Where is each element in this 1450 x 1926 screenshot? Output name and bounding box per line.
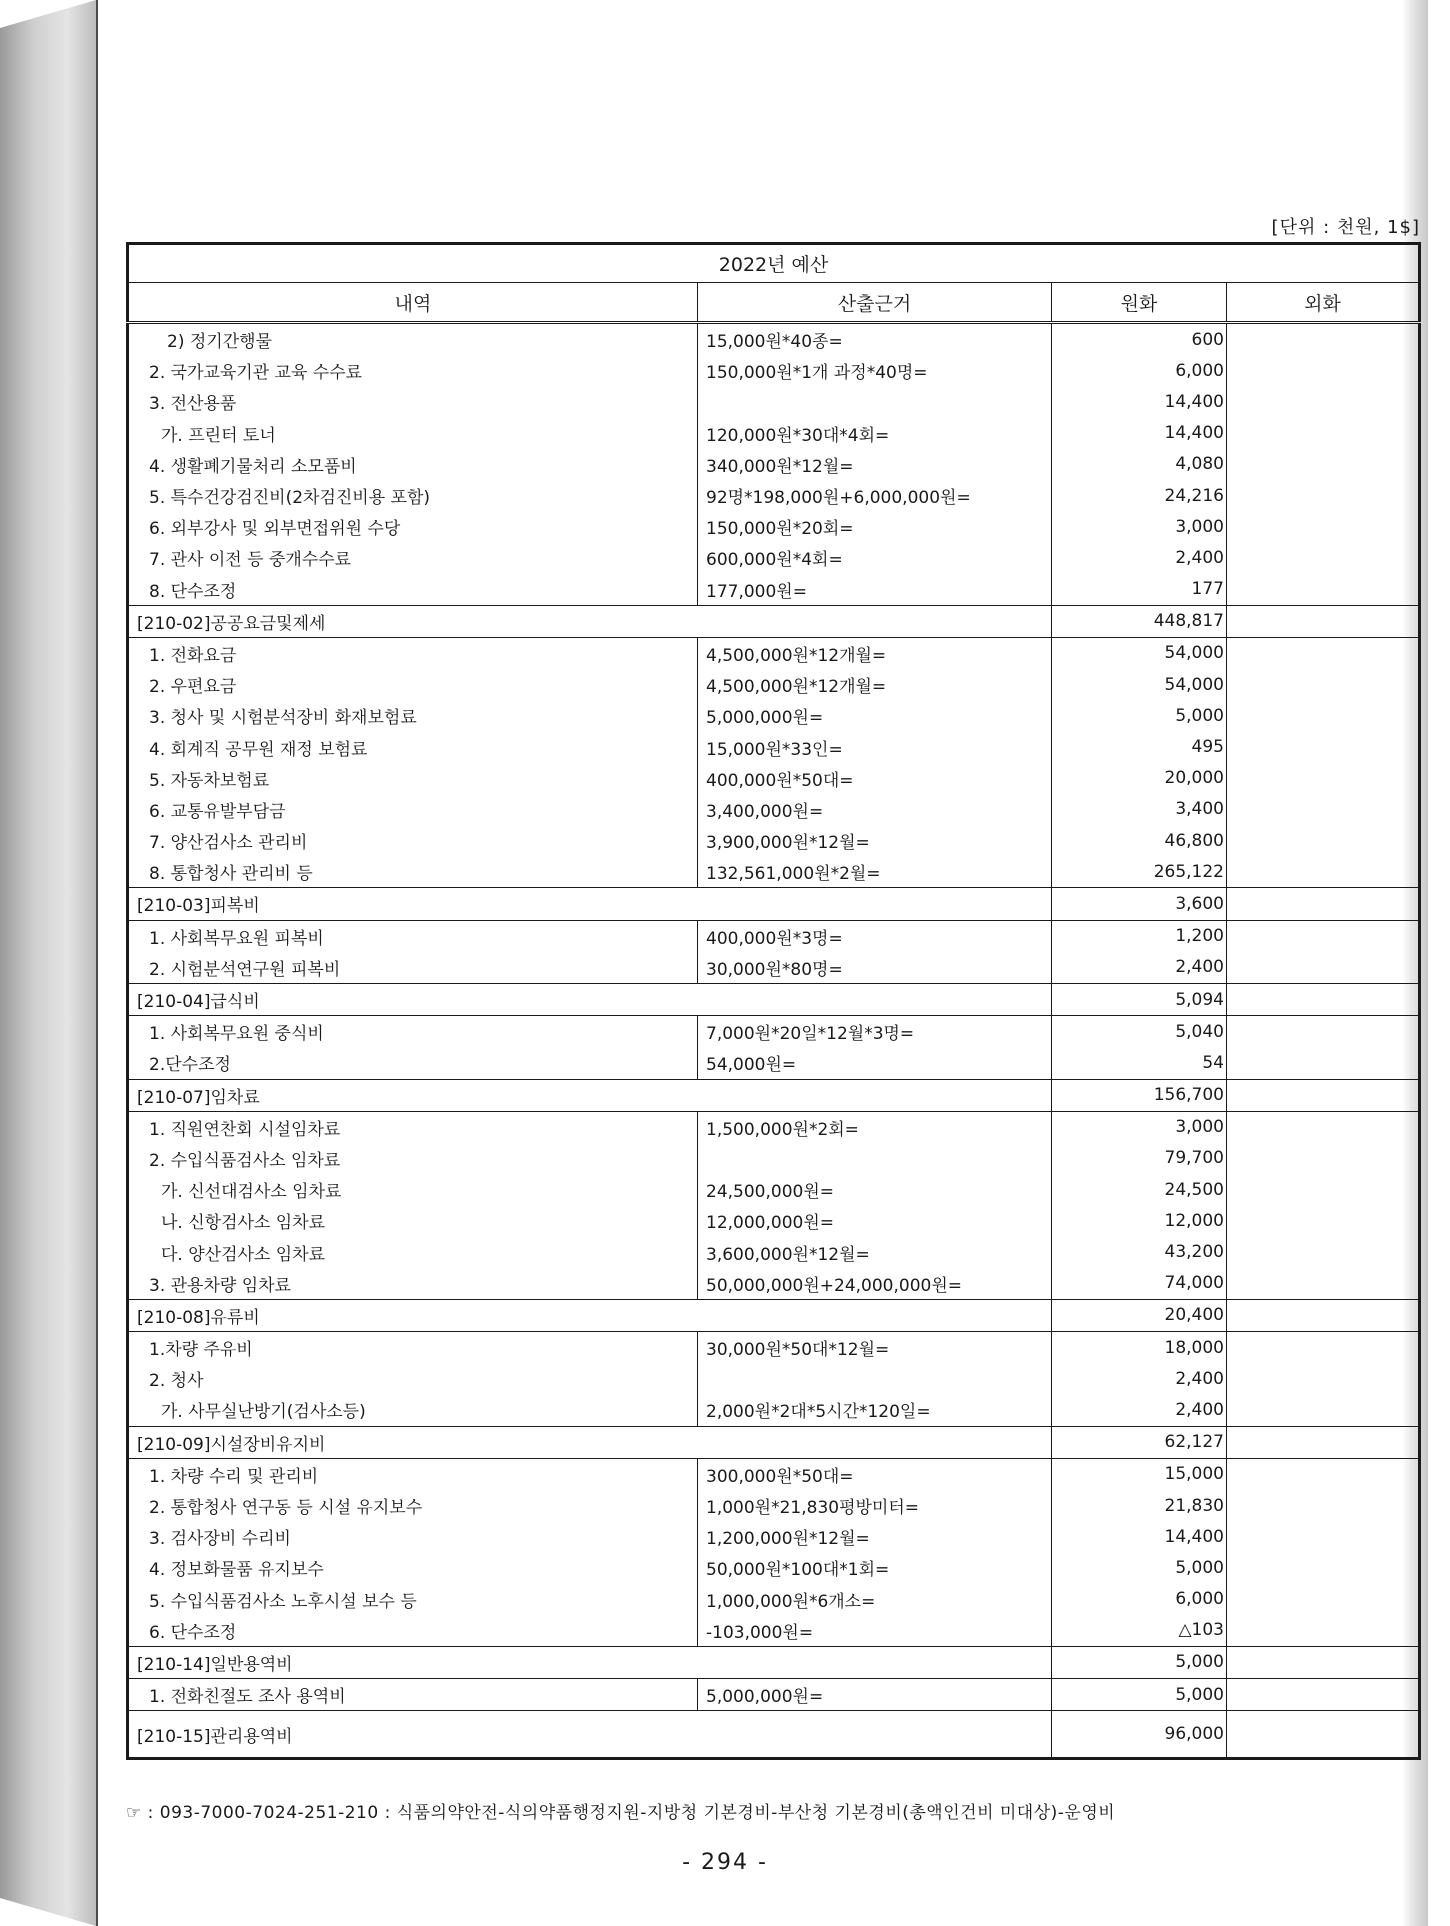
row-description: 1. 사회복무요원 중식비: [128, 1016, 698, 1048]
row-description: 가. 사무실난방기(검사소등): [128, 1394, 698, 1426]
row-basis: 400,000원*50대=: [698, 763, 1052, 794]
table-row: [128, 669, 1420, 700]
row-foreign: [1227, 1490, 1420, 1521]
table-row: [128, 511, 1420, 542]
row-basis: 50,000,000원+24,000,000원=: [698, 1268, 1052, 1300]
table-row: [128, 1552, 1420, 1583]
row-basis: 3,600,000원*12월=: [698, 1236, 1052, 1267]
section-krw: 156,700: [1052, 1079, 1227, 1111]
book-edge: [0, 0, 96, 1926]
row-description: 7. 관사 이전 등 중개수수료: [128, 542, 698, 573]
row-krw: 5,040: [1052, 1016, 1227, 1048]
header-krw: 원화: [1052, 283, 1227, 323]
row-basis: 120,000원*30대*4회=: [698, 418, 1052, 449]
row-foreign: [1227, 386, 1420, 417]
row-foreign: [1227, 731, 1420, 762]
row-foreign: [1227, 418, 1420, 449]
row-description: 5. 자동차보험료: [128, 763, 698, 794]
row-foreign: [1227, 1363, 1420, 1394]
header-foreign: 외화: [1227, 283, 1420, 323]
row-krw: △103: [1052, 1615, 1227, 1647]
row-basis: 1,500,000원*2회=: [698, 1111, 1052, 1143]
row-krw: 2,400: [1052, 1394, 1227, 1426]
table-row: [128, 1521, 1420, 1552]
row-description: 2. 통합청사 연구동 등 시설 유지보수: [128, 1490, 698, 1521]
row-krw: 14,400: [1052, 418, 1227, 449]
section-row: [128, 1711, 1420, 1759]
section-row: [128, 605, 1420, 637]
table-title: 2022년 예산: [128, 244, 1420, 283]
section-row: [128, 1426, 1420, 1458]
row-foreign: [1227, 1047, 1420, 1079]
section-row: [128, 888, 1420, 920]
section-label: [210-04]급식비: [128, 983, 1052, 1015]
row-foreign: [1227, 1521, 1420, 1552]
row-krw: 24,216: [1052, 480, 1227, 511]
section-foreign: [1227, 1646, 1420, 1678]
header-basis: 산출근거: [698, 283, 1052, 323]
row-basis: 177,000원=: [698, 574, 1052, 606]
table-row: [128, 1111, 1420, 1143]
section-krw: 62,127: [1052, 1426, 1227, 1458]
row-foreign: [1227, 449, 1420, 480]
section-foreign: [1227, 1079, 1420, 1111]
table-row: [128, 1490, 1420, 1521]
table-row: [128, 1394, 1420, 1426]
table-row: [128, 794, 1420, 825]
table-row: [128, 323, 1420, 356]
row-foreign: [1227, 574, 1420, 606]
row-description: 1. 직원연찬회 시설임차료: [128, 1111, 698, 1143]
row-basis: 3,900,000원*12월=: [698, 825, 1052, 856]
row-krw: 12,000: [1052, 1205, 1227, 1236]
table-row: [128, 1679, 1420, 1711]
section-label: [210-03]피복비: [128, 888, 1052, 920]
row-krw: 79,700: [1052, 1143, 1227, 1174]
row-foreign: [1227, 763, 1420, 794]
table-row: [128, 856, 1420, 888]
row-foreign: [1227, 794, 1420, 825]
row-basis: 5,000,000원=: [698, 1679, 1052, 1711]
row-foreign: [1227, 1174, 1420, 1205]
row-basis: 7,000원*20일*12월*3명=: [698, 1016, 1052, 1048]
table-row: [128, 542, 1420, 573]
row-krw: 2,400: [1052, 1363, 1227, 1394]
row-foreign: [1227, 920, 1420, 952]
row-description: 4. 정보화물품 유지보수: [128, 1552, 698, 1583]
table-body: [128, 323, 1420, 1759]
section-krw: 448,817: [1052, 605, 1227, 637]
table-row: [128, 763, 1420, 794]
row-krw: 54,000: [1052, 637, 1227, 669]
table-row: [128, 920, 1420, 952]
row-basis: 50,000원*100대*1회=: [698, 1552, 1052, 1583]
row-description: 나. 신항검사소 임차료: [128, 1205, 698, 1236]
row-krw: 74,000: [1052, 1268, 1227, 1300]
row-foreign: [1227, 952, 1420, 984]
section-krw: 20,400: [1052, 1299, 1227, 1331]
row-basis: 24,500,000원=: [698, 1174, 1052, 1205]
row-description: 3. 전산용품: [128, 386, 698, 417]
table-row: [128, 449, 1420, 480]
row-foreign: [1227, 323, 1420, 356]
section-foreign: [1227, 1299, 1420, 1331]
row-description: 2. 청사: [128, 1363, 698, 1394]
row-basis: 15,000원*33인=: [698, 731, 1052, 762]
row-description: 7. 양산검사소 관리비: [128, 825, 698, 856]
table-row: [128, 574, 1420, 606]
row-description: 2. 수입식품검사소 임차료: [128, 1143, 698, 1174]
row-basis: 1,200,000원*12월=: [698, 1521, 1052, 1552]
table-row: [128, 1332, 1420, 1364]
row-description: 6. 단수조정: [128, 1615, 698, 1647]
table-row: [128, 1363, 1420, 1394]
table-row: [128, 700, 1420, 731]
row-foreign: [1227, 1394, 1420, 1426]
section-label: [210-15]관리용역비: [128, 1711, 1052, 1759]
row-krw: 2,400: [1052, 542, 1227, 573]
row-basis: 5,000,000원=: [698, 700, 1052, 731]
row-description: 8. 통합청사 관리비 등: [128, 856, 698, 888]
table-row: [128, 637, 1420, 669]
table-row: [128, 1143, 1420, 1174]
row-description: 3. 검사장비 수리비: [128, 1521, 698, 1552]
row-krw: 15,000: [1052, 1458, 1227, 1490]
row-foreign: [1227, 480, 1420, 511]
table-row: [128, 1236, 1420, 1267]
section-label: [210-09]시설장비유지비: [128, 1426, 1052, 1458]
row-basis: 2,000원*2대*5시간*120일=: [698, 1394, 1052, 1426]
row-foreign: [1227, 1268, 1420, 1300]
row-description: 2. 시험분석연구원 피복비: [128, 952, 698, 984]
row-krw: 4,080: [1052, 449, 1227, 480]
row-foreign: [1227, 1458, 1420, 1490]
section-foreign: [1227, 983, 1420, 1015]
row-description: 2.단수조정: [128, 1047, 698, 1079]
row-description: 1. 전화요금: [128, 637, 698, 669]
row-description: 5. 수입식품검사소 노후시설 보수 등: [128, 1584, 698, 1615]
row-basis: 150,000원*1개 과정*40명=: [698, 355, 1052, 386]
row-basis: 4,500,000원*12개월=: [698, 669, 1052, 700]
row-foreign: [1227, 1143, 1420, 1174]
section-krw: 5,094: [1052, 983, 1227, 1015]
row-description: 2. 국가교육기관 교육 수수료: [128, 355, 698, 386]
row-basis: 30,000원*50대*12월=: [698, 1332, 1052, 1364]
table-row: [128, 1458, 1420, 1490]
row-krw: 495: [1052, 731, 1227, 762]
table-row: [128, 386, 1420, 417]
footnote: ☞ : 093-7000-7024-251-210 : 식품의약안전-식의약품행정지원-지방청 기본경비-부산청 기본경비(총액인건비 미대상)-운영비: [126, 1803, 1116, 1823]
row-krw: 6,000: [1052, 355, 1227, 386]
row-foreign: [1227, 1205, 1420, 1236]
row-foreign: [1227, 1016, 1420, 1048]
row-krw: 54,000: [1052, 669, 1227, 700]
row-foreign: [1227, 825, 1420, 856]
table-row: [128, 1174, 1420, 1205]
table-row: [128, 1205, 1420, 1236]
row-description: 4. 회계직 공무원 재정 보험료: [128, 731, 698, 762]
table-row: [128, 825, 1420, 856]
row-foreign: [1227, 1615, 1420, 1647]
row-krw: 14,400: [1052, 386, 1227, 417]
row-krw: 21,830: [1052, 1490, 1227, 1521]
row-krw: 5,000: [1052, 1679, 1227, 1711]
table-row: [128, 1268, 1420, 1300]
section-foreign: [1227, 1426, 1420, 1458]
row-description: 4. 생활폐기물처리 소모품비: [128, 449, 698, 480]
row-description: 가. 신선대검사소 임차료: [128, 1174, 698, 1205]
row-foreign: [1227, 511, 1420, 542]
row-basis: [698, 1363, 1052, 1394]
section-foreign: [1227, 605, 1420, 637]
row-basis: 1,000원*21,830평방미터=: [698, 1490, 1052, 1521]
row-foreign: [1227, 1332, 1420, 1364]
section-krw: 3,600: [1052, 888, 1227, 920]
section-row: [128, 1646, 1420, 1678]
row-krw: 177: [1052, 574, 1227, 606]
section-label: [210-14]일반용역비: [128, 1646, 1052, 1678]
header-description: 내역: [128, 283, 698, 323]
row-basis: 400,000원*3명=: [698, 920, 1052, 952]
row-krw: 46,800: [1052, 825, 1227, 856]
row-foreign: [1227, 1679, 1420, 1711]
section-krw: 5,000: [1052, 1646, 1227, 1678]
row-description: 5. 특수건강검진비(2차검진비용 포함): [128, 480, 698, 511]
row-foreign: [1227, 637, 1420, 669]
row-krw: 6,000: [1052, 1584, 1227, 1615]
row-foreign: [1227, 856, 1420, 888]
row-basis: 3,400,000원=: [698, 794, 1052, 825]
page-number: - 294 -: [682, 1850, 768, 1875]
row-description: 1.차량 주유비: [128, 1332, 698, 1364]
row-foreign: [1227, 700, 1420, 731]
row-krw: 14,400: [1052, 1521, 1227, 1552]
section-foreign: [1227, 1711, 1420, 1759]
table-row: [128, 480, 1420, 511]
row-foreign: [1227, 1584, 1420, 1615]
section-krw: 96,000: [1052, 1711, 1227, 1759]
table-row: [128, 1016, 1420, 1048]
row-basis: 54,000원=: [698, 1047, 1052, 1079]
row-description: 1. 사회복무요원 피복비: [128, 920, 698, 952]
row-krw: 5,000: [1052, 1552, 1227, 1583]
row-krw: 1,200: [1052, 920, 1227, 952]
row-description: 1. 전화친절도 조사 용역비: [128, 1679, 698, 1711]
budget-table: [126, 242, 1421, 1760]
row-basis: 4,500,000원*12개월=: [698, 637, 1052, 669]
table-row: [128, 355, 1420, 386]
row-krw: 600: [1052, 323, 1227, 356]
row-basis: 1,000,000원*6개소=: [698, 1584, 1052, 1615]
row-basis: [698, 386, 1052, 417]
section-label: [210-07]임차료: [128, 1079, 1052, 1111]
row-krw: 20,000: [1052, 763, 1227, 794]
row-basis: 150,000원*20회=: [698, 511, 1052, 542]
section-label: [210-08]유류비: [128, 1299, 1052, 1331]
row-krw: 54: [1052, 1047, 1227, 1079]
row-krw: 265,122: [1052, 856, 1227, 888]
section-row: [128, 983, 1420, 1015]
row-description: 가. 프린터 토너: [128, 418, 698, 449]
section-label: [210-02]공공요금및제세: [128, 605, 1052, 637]
row-foreign: [1227, 355, 1420, 386]
row-description: 6. 교통유발부담금: [128, 794, 698, 825]
row-krw: 24,500: [1052, 1174, 1227, 1205]
row-basis: -103,000원=: [698, 1615, 1052, 1647]
table-row: [128, 1584, 1420, 1615]
row-basis: 92명*198,000원+6,000,000원=: [698, 480, 1052, 511]
row-description: 2) 정기간행물: [128, 323, 698, 356]
row-foreign: [1227, 1236, 1420, 1267]
section-foreign: [1227, 888, 1420, 920]
row-krw: 18,000: [1052, 1332, 1227, 1364]
row-krw: 3,400: [1052, 794, 1227, 825]
unit-note: [단위 : 천원, 1$]: [1271, 217, 1420, 238]
row-basis: 15,000원*40종=: [698, 323, 1052, 356]
row-foreign: [1227, 542, 1420, 573]
row-foreign: [1227, 1111, 1420, 1143]
row-description: 2. 우편요금: [128, 669, 698, 700]
row-description: 6. 외부강사 및 외부면접위원 수당: [128, 511, 698, 542]
row-basis: 340,000원*12월=: [698, 449, 1052, 480]
row-description: 다. 양산검사소 임차료: [128, 1236, 698, 1267]
section-row: [128, 1079, 1420, 1111]
row-foreign: [1227, 1552, 1420, 1583]
row-basis: 30,000원*80명=: [698, 952, 1052, 984]
row-krw: 5,000: [1052, 700, 1227, 731]
row-krw: 3,000: [1052, 1111, 1227, 1143]
row-description: 1. 차량 수리 및 관리비: [128, 1458, 698, 1490]
table-row: [128, 1615, 1420, 1647]
table-row: [128, 1047, 1420, 1079]
table-row: [128, 952, 1420, 984]
row-basis: 12,000,000원=: [698, 1205, 1052, 1236]
row-krw: 3,000: [1052, 511, 1227, 542]
section-row: [128, 1299, 1420, 1331]
row-basis: [698, 1143, 1052, 1174]
row-krw: 2,400: [1052, 952, 1227, 984]
row-description: 3. 관용차량 임차료: [128, 1268, 698, 1300]
row-description: 3. 청사 및 시험분석장비 화재보험료: [128, 700, 698, 731]
table-row: [128, 418, 1420, 449]
row-foreign: [1227, 669, 1420, 700]
row-basis: 132,561,000원*2월=: [698, 856, 1052, 888]
row-description: 8. 단수조정: [128, 574, 698, 606]
row-basis: 300,000원*50대=: [698, 1458, 1052, 1490]
row-krw: 43,200: [1052, 1236, 1227, 1267]
row-basis: 600,000원*4회=: [698, 542, 1052, 573]
table-row: [128, 731, 1420, 762]
